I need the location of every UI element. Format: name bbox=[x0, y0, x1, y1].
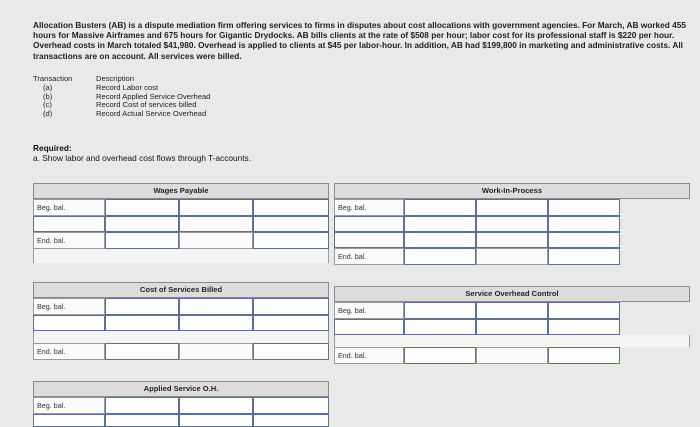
credit-description-input[interactable] bbox=[179, 298, 253, 315]
required-section bbox=[33, 143, 251, 163]
credit-amount-input[interactable] bbox=[253, 298, 329, 315]
debit-amount-input[interactable] bbox=[404, 216, 476, 232]
credit-amount-input[interactable] bbox=[548, 248, 620, 265]
taccount-wages-payable bbox=[33, 183, 329, 263]
beg-bal-label: Beg. bal. bbox=[334, 199, 404, 216]
beg-bal-label: Beg. bal. bbox=[334, 302, 404, 319]
beg-bal-label: Beg. bal. bbox=[33, 298, 105, 315]
taccount-title: Cost of Services Billed bbox=[33, 282, 329, 298]
transaction-header: Transaction bbox=[33, 74, 73, 83]
credit-amount-input[interactable] bbox=[548, 347, 620, 364]
taccount-title: Service Overhead Control bbox=[334, 286, 690, 302]
credit-description-input[interactable] bbox=[476, 216, 548, 232]
credit-amount-input[interactable] bbox=[548, 302, 620, 319]
description-header: Description bbox=[96, 74, 134, 83]
debit-description-input[interactable] bbox=[334, 319, 404, 335]
debit-amount-input[interactable] bbox=[105, 315, 179, 331]
credit-amount-input[interactable] bbox=[548, 319, 620, 335]
credit-amount-input[interactable] bbox=[253, 414, 329, 427]
problem-intro: Allocation Busters (AB) is a dispute mediation firm offering services to firms in disputes about cost allocations with government agencies. For March, AB worked 455 hours for Massive Airframes and 675 hours for Gigantic Drydocks. AB bills clients at the rate of $508 per hour; labor cost for its professional staff is $220 per hour. Overhead costs in March totaled $41,980. Overhead is applied to clients at $45 per labor-hour. In addition, AB had $199,800 in marketing and administrative costs. All transactions are on account. All services were billed. bbox=[33, 20, 686, 61]
credit-amount-input[interactable] bbox=[253, 315, 329, 331]
blank-cell bbox=[179, 343, 253, 360]
debit-amount-input[interactable] bbox=[105, 298, 179, 315]
credit-amount-input[interactable] bbox=[548, 199, 620, 216]
taccount-title: Wages Payable bbox=[33, 183, 329, 199]
blank-cell bbox=[476, 347, 548, 364]
transaction-code: (a) bbox=[43, 83, 53, 92]
debit-amount-input[interactable] bbox=[404, 347, 476, 364]
blank-cell bbox=[476, 248, 548, 265]
end-bal-label: End. bal. bbox=[334, 347, 404, 364]
credit-amount-input[interactable] bbox=[548, 232, 620, 248]
credit-amount-input[interactable] bbox=[253, 232, 329, 249]
debit-amount-input[interactable] bbox=[404, 302, 476, 319]
credit-amount-input[interactable] bbox=[253, 343, 329, 360]
debit-amount-input[interactable] bbox=[105, 397, 179, 414]
end-bal-label: End. bal. bbox=[33, 343, 105, 360]
credit-description-input[interactable] bbox=[476, 199, 548, 216]
beg-bal-label: Beg. bal. bbox=[33, 199, 105, 216]
end-bal-label: End. bal. bbox=[33, 232, 105, 249]
credit-description-input[interactable] bbox=[179, 315, 253, 331]
debit-amount-input[interactable] bbox=[404, 248, 476, 265]
credit-description-input[interactable] bbox=[476, 302, 548, 319]
debit-amount-input[interactable] bbox=[404, 232, 476, 248]
taccount-service-overhead-control bbox=[334, 286, 690, 366]
credit-amount-input[interactable] bbox=[253, 397, 329, 414]
transaction-desc: Record Cost of services billed bbox=[96, 100, 197, 109]
debit-amount-input[interactable] bbox=[105, 216, 179, 232]
debit-amount-input[interactable] bbox=[105, 199, 179, 216]
credit-description-input[interactable] bbox=[476, 232, 548, 248]
taccount-title: Applied Service O.H. bbox=[33, 381, 329, 397]
debit-amount-input[interactable] bbox=[404, 319, 476, 335]
credit-amount-input[interactable] bbox=[253, 216, 329, 232]
taccount-work-in-process bbox=[334, 183, 690, 265]
credit-description-input[interactable] bbox=[179, 414, 253, 427]
debit-description-input[interactable] bbox=[33, 216, 105, 232]
transaction-desc: Record Actual Service Overhead bbox=[96, 108, 207, 118]
credit-amount-input[interactable] bbox=[253, 199, 329, 216]
debit-amount-input[interactable] bbox=[105, 414, 179, 427]
transaction-code: (b) bbox=[43, 91, 53, 101]
transaction-code: (c) bbox=[43, 100, 52, 109]
debit-amount-input[interactable] bbox=[105, 343, 179, 360]
credit-description-input[interactable] bbox=[179, 397, 253, 414]
beg-bal-label: Beg. bal. bbox=[33, 397, 105, 414]
transaction-desc: Record Labor cost bbox=[96, 83, 159, 92]
debit-amount-input[interactable] bbox=[105, 232, 179, 249]
required-label: Required: bbox=[33, 143, 72, 153]
debit-description-input[interactable] bbox=[33, 315, 105, 331]
credit-description-input[interactable] bbox=[476, 319, 548, 335]
transaction-desc: Record Applied Service Overhead bbox=[96, 91, 211, 101]
transaction-code: (d) bbox=[43, 108, 53, 118]
debit-description-input[interactable] bbox=[33, 414, 105, 427]
credit-amount-input[interactable] bbox=[548, 216, 620, 232]
credit-description-input[interactable] bbox=[179, 216, 253, 232]
debit-description-input[interactable] bbox=[334, 232, 404, 248]
end-bal-label: End. bal. bbox=[334, 248, 404, 265]
taccount-applied-service-oh bbox=[33, 381, 329, 427]
blank-cell bbox=[179, 232, 253, 249]
taccount-title: Work-In-Process bbox=[334, 183, 690, 199]
debit-description-input[interactable] bbox=[334, 216, 404, 232]
transaction-row bbox=[33, 110, 333, 119]
taccount-cost-of-services-billed bbox=[33, 282, 329, 362]
credit-description-input[interactable] bbox=[179, 199, 253, 216]
debit-amount-input[interactable] bbox=[404, 199, 476, 216]
required-text: a. Show labor and overhead cost flows through T-accounts. bbox=[33, 153, 251, 163]
